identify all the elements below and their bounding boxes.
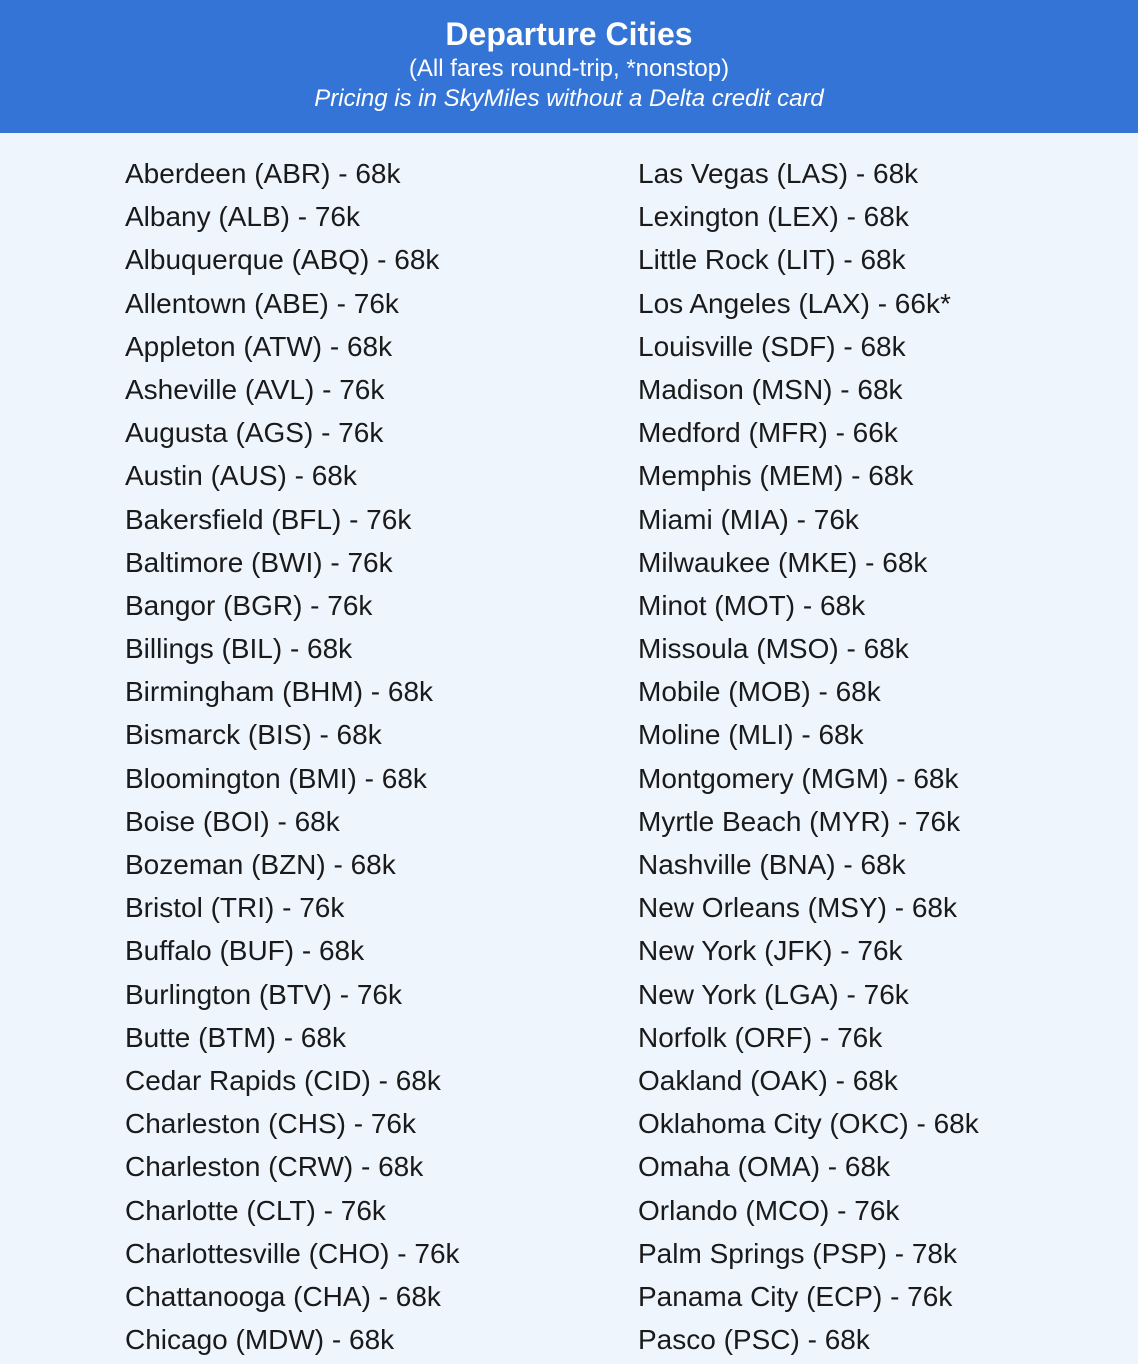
- city-fare-item: Lexington (LEX) - 68k: [638, 201, 909, 233]
- city-fare-item: Milwaukee (MKE) - 68k: [638, 546, 928, 578]
- city-fare-item: Oakland (OAK) - 68k: [638, 1064, 898, 1096]
- city-fare-item: Louisville (SDF) - 68k: [638, 330, 906, 362]
- city-fare-item: Moline (MLI) - 68k: [638, 719, 864, 751]
- city-fare-item: Little Rock (LIT) - 68k: [638, 244, 906, 276]
- city-fare-item: Norfolk (ORF) - 76k: [638, 1021, 883, 1053]
- city-fare-item: Asheville (AVL) - 76k: [125, 373, 385, 405]
- city-fare-item: Bismarck (BIS) - 68k: [125, 719, 382, 751]
- city-fare-item: Baltimore (BWI) - 76k: [125, 546, 393, 578]
- city-fare-item: New Orleans (MSY) - 68k: [638, 892, 957, 924]
- city-fare-item: Bangor (BGR) - 76k: [125, 589, 373, 621]
- city-fare-item: Madison (MSN) - 68k: [638, 373, 903, 405]
- city-fare-item: Medford (MFR) - 66k: [638, 417, 898, 449]
- city-fare-item: Boise (BOI) - 68k: [125, 805, 340, 837]
- city-fare-item: Appleton (ATW) - 68k: [125, 330, 393, 362]
- city-fare-item: Aberdeen (ABR) - 68k: [125, 158, 401, 189]
- city-fare-item: Palm Springs (PSP) - 78k: [638, 1237, 957, 1269]
- city-fare-item: Bozeman (BZN) - 68k: [125, 849, 396, 880]
- city-fare-item: Butte (BTM) - 68k: [125, 1021, 346, 1053]
- city-fare-item: Memphis (MEM) - 68k: [638, 460, 914, 492]
- city-fare-item: Charleston (CHS) - 76k: [125, 1108, 416, 1140]
- city-fare-item: Pasco (PSC) - 68k: [638, 1324, 870, 1356]
- city-fare-item: Myrtle Beach (MYR) - 76k: [638, 805, 961, 837]
- city-fare-item: Billings (BIL) - 68k: [125, 633, 353, 665]
- city-fare-item: Bloomington (BMI) - 68k: [125, 762, 427, 794]
- city-fare-item: New York (LGA) - 76k: [638, 978, 909, 1010]
- page-subtitle: (All fares round-trip, *nonstop): [408, 55, 730, 82]
- city-fare-item: Las Vegas (LAS) - 68k: [638, 158, 919, 189]
- city-fare-item: Birmingham (BHM) - 68k: [125, 676, 434, 708]
- city-fare-item: Albany (ALB) - 76k: [125, 201, 360, 233]
- city-fare-item: Allentown (ABE) - 76k: [125, 287, 399, 319]
- city-fare-item: Chicago (MDW) - 68k: [125, 1324, 395, 1356]
- city-fare-item: Cedar Rapids (CID) - 68k: [125, 1064, 441, 1096]
- city-list-left: [125, 152, 460, 1361]
- city-fare-item: Albuquerque (ABQ) - 68k: [125, 244, 440, 276]
- city-fare-item: Augusta (AGS) - 76k: [125, 417, 384, 449]
- city-fare-item: Miami (MIA) - 76k: [638, 503, 859, 535]
- city-fare-item: Montgomery (MGM) - 68k: [638, 762, 959, 794]
- city-list-right: [638, 152, 979, 1361]
- city-fare-item: Oklahoma City (OKC) - 68k: [638, 1108, 979, 1140]
- city-fare-item: Mobile (MOB) - 68k: [638, 676, 881, 708]
- city-fare-item: Charleston (CRW) - 68k: [125, 1151, 424, 1183]
- city-fare-item: Charlottesville (CHO) - 76k: [125, 1237, 460, 1269]
- city-fare-item: Panama City (ECP) - 76k: [638, 1280, 953, 1312]
- header-banner: [0, 0, 1138, 133]
- city-fare-item: Orlando (MCO) - 76k: [638, 1194, 900, 1226]
- city-fare-item: Chattanooga (CHA) - 68k: [125, 1280, 441, 1312]
- pricing-note: Pricing is in SkyMiles without a Delta credit card: [314, 85, 824, 112]
- city-fare-item: New York (JFK) - 76k: [638, 935, 903, 967]
- city-fare-item: Minot (MOT) - 68k: [638, 589, 866, 621]
- city-fare-item: Nashville (BNA) - 68k: [638, 849, 906, 880]
- city-fare-item: Omaha (OMA) - 68k: [638, 1151, 891, 1183]
- city-fare-item: Buffalo (BUF) - 68k: [125, 935, 365, 967]
- city-fare-item: Burlington (BTV) - 76k: [125, 978, 402, 1010]
- city-fare-item: Bakersfield (BFL) - 76k: [125, 503, 412, 535]
- city-fare-item: Missoula (MSO) - 68k: [638, 633, 909, 665]
- page-title: Departure Cities: [445, 16, 693, 52]
- city-fare-item: Charlotte (CLT) - 76k: [125, 1194, 386, 1226]
- city-fare-item: Austin (AUS) - 68k: [125, 460, 357, 492]
- city-fare-item: Los Angeles (LAX) - 66k*: [638, 287, 951, 319]
- city-fare-item: Bristol (TRI) - 76k: [125, 892, 345, 924]
